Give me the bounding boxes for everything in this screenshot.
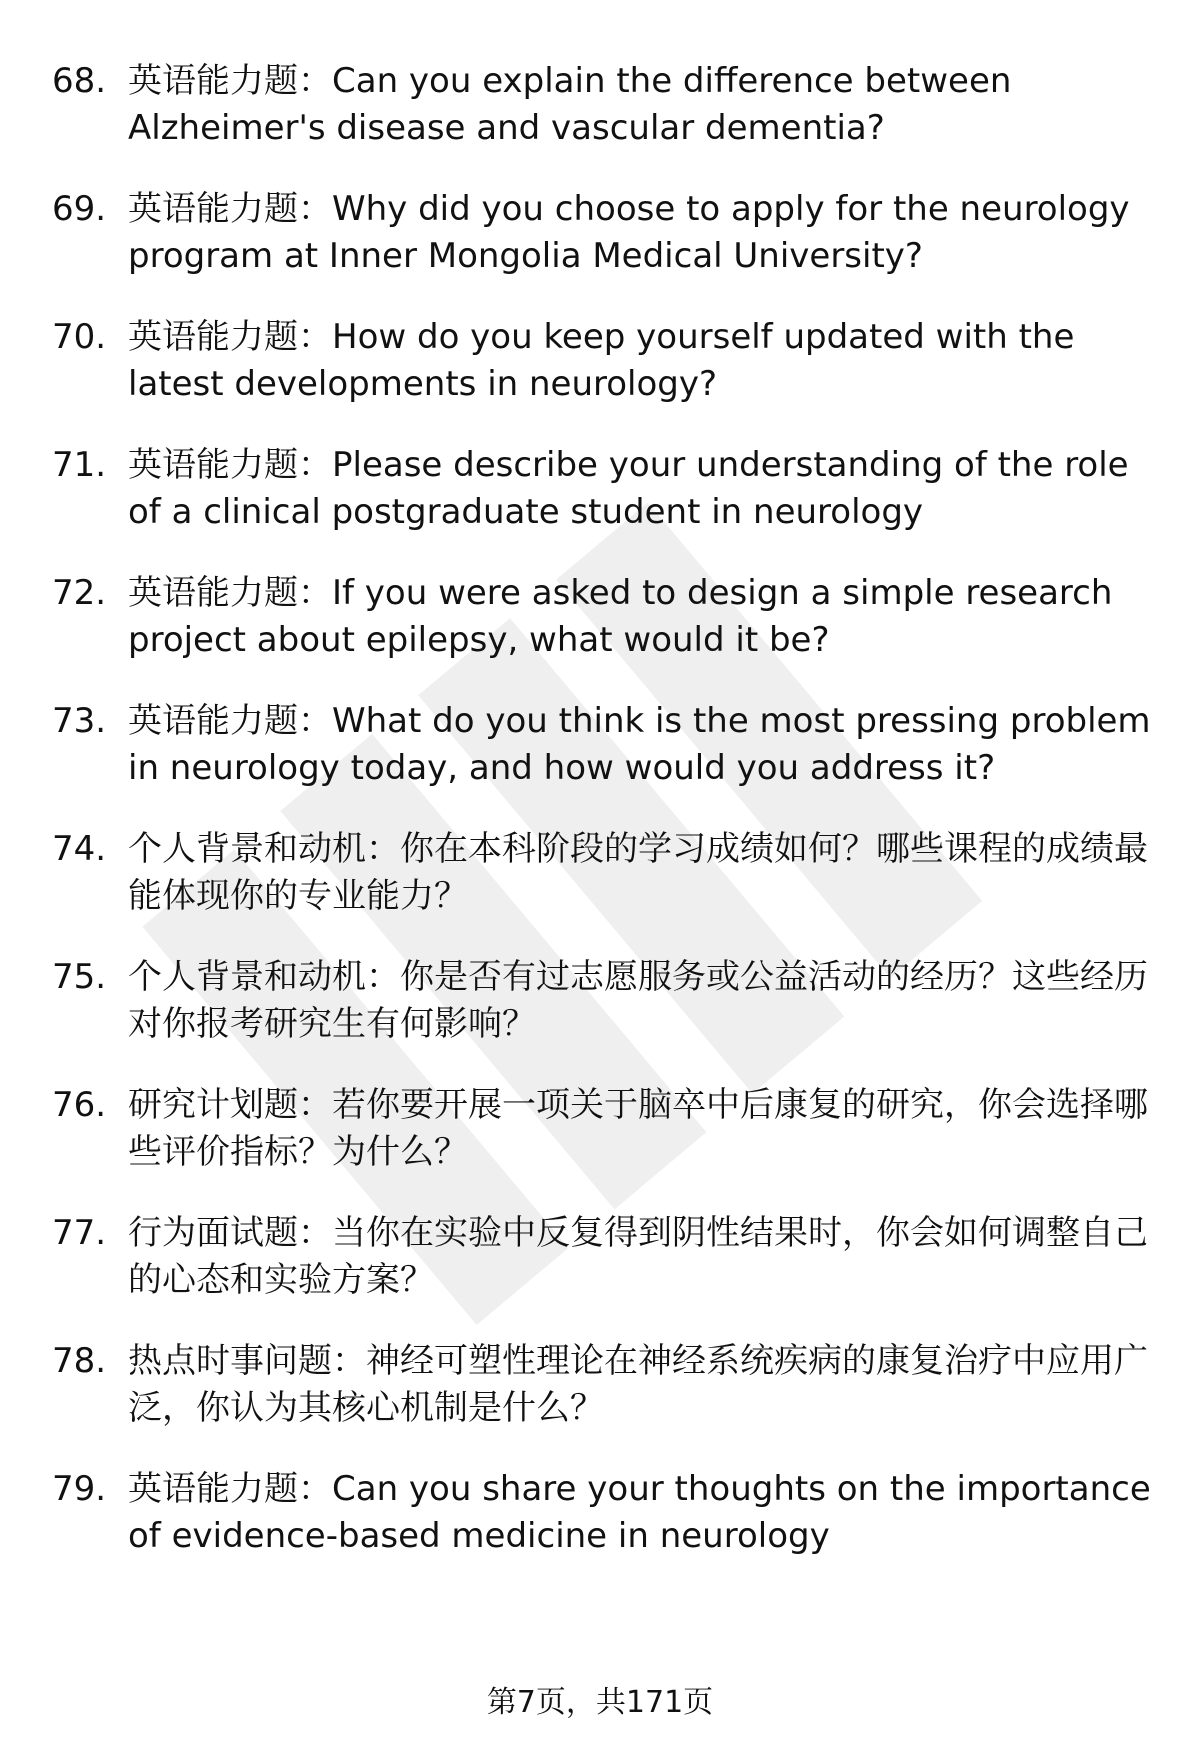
question-text: 神经可塑性理论在神经系统疾病的康复治疗中应用广泛，你认为其核心机制是什么？ xyxy=(128,1341,1148,1428)
question-text: 你是否有过志愿服务或公益活动的经历？这些经历对你报考研究生有何影响？ xyxy=(128,957,1148,1044)
question-category: 英语能力题： xyxy=(128,189,332,229)
page-number-label: 第7页，共171页 xyxy=(486,1685,714,1720)
question-item xyxy=(52,1082,1162,1176)
question-category: 英语能力题： xyxy=(128,61,332,101)
question-item xyxy=(52,954,1162,1048)
question-item xyxy=(52,442,1162,536)
question-number: 75. xyxy=(52,957,107,997)
question-category: 热点时事问题： xyxy=(128,1341,366,1381)
question-text: Can you share your thoughts on the importance of evidence-based medicine in neurology xyxy=(128,1469,1151,1556)
question-number: 79. xyxy=(52,1469,107,1509)
question-body xyxy=(128,1338,1162,1432)
question-number: 69. xyxy=(52,189,107,229)
question-body xyxy=(128,442,1162,536)
question-category: 个人背景和动机： xyxy=(128,957,400,997)
question-body xyxy=(128,58,1162,152)
question-number: 70. xyxy=(52,317,107,357)
question-number: 77. xyxy=(52,1213,107,1253)
question-body xyxy=(128,1466,1162,1560)
question-text: 若你要开展一项关于脑卒中后康复的研究，你会选择哪些评价指标？为什么？ xyxy=(128,1085,1148,1172)
question-text: How do you keep yourself updated with the latest developments in neurology? xyxy=(128,317,1075,404)
question-body xyxy=(128,314,1162,408)
question-text: What do you think is the most pressing problem in neurology today, and how would you address it? xyxy=(128,701,1151,788)
question-item xyxy=(52,826,1162,920)
question-category: 英语能力题： xyxy=(128,573,332,613)
question-text: Can you explain the difference between Alzheimer's disease and vascular dementia? xyxy=(128,61,1012,148)
question-body xyxy=(128,1082,1162,1176)
question-category: 英语能力题： xyxy=(128,1469,332,1509)
page-footer xyxy=(0,1683,1200,1723)
question-number: 74. xyxy=(52,829,107,869)
question-number: 73. xyxy=(52,701,107,741)
question-number: 71. xyxy=(52,445,107,485)
question-category: 英语能力题： xyxy=(128,701,332,741)
question-list xyxy=(52,58,1162,1594)
question-body xyxy=(128,1210,1162,1304)
question-number: 76. xyxy=(52,1085,107,1125)
question-body xyxy=(128,570,1162,664)
question-item xyxy=(52,1338,1162,1432)
question-body xyxy=(128,186,1162,280)
question-category: 研究计划题： xyxy=(128,1085,332,1125)
question-item xyxy=(52,186,1162,280)
question-text: Why did you choose to apply for the neurology program at Inner Mongolia Medical University? xyxy=(128,189,1130,276)
question-text: If you were asked to design a simple research project about epilepsy, what would it be? xyxy=(128,573,1113,660)
question-body xyxy=(128,698,1162,792)
question-item xyxy=(52,698,1162,792)
question-text: 当你在实验中反复得到阴性结果时，你会如何调整自己的心态和实验方案？ xyxy=(128,1213,1148,1300)
question-category: 个人背景和动机： xyxy=(128,829,400,869)
question-item xyxy=(52,314,1162,408)
question-number: 68. xyxy=(52,61,107,101)
question-body xyxy=(128,826,1162,920)
question-item xyxy=(52,1466,1162,1560)
question-item xyxy=(52,1210,1162,1304)
question-number: 78. xyxy=(52,1341,107,1381)
question-item xyxy=(52,570,1162,664)
question-body xyxy=(128,954,1162,1048)
question-text: Please describe your understanding of the role of a clinical postgraduate student in neurology xyxy=(128,445,1129,532)
question-category: 英语能力题： xyxy=(128,317,332,357)
question-item xyxy=(52,58,1162,152)
question-number: 72. xyxy=(52,573,107,613)
question-category: 行为面试题： xyxy=(128,1213,332,1253)
question-text: 你在本科阶段的学习成绩如何？哪些课程的成绩最能体现你的专业能力？ xyxy=(128,829,1148,916)
question-category: 英语能力题： xyxy=(128,445,332,485)
